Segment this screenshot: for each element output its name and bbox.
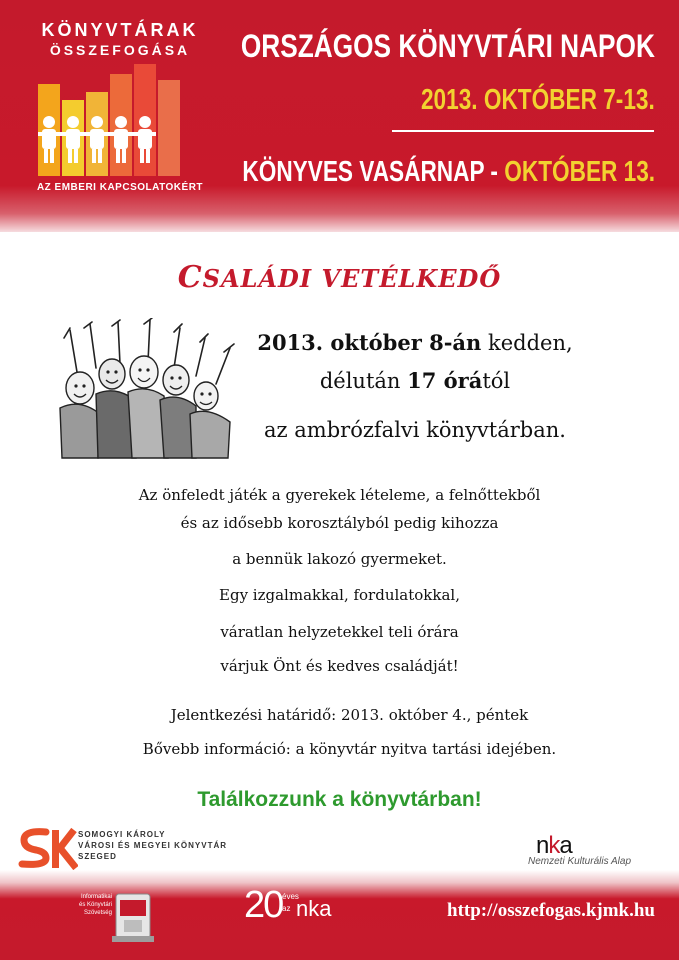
logo-line2: ÖSSZEFOGÁSA — [49, 42, 191, 58]
iksz-label — [64, 893, 112, 917]
anniversary-number: 20 — [244, 884, 283, 926]
header-date-range: 2013. OKTÓBER 7-13. — [421, 84, 655, 116]
sunday-label: KÖNYVES VASÁRNAP - — [242, 156, 505, 188]
registration-deadline: Jelentkezési határidő: 2013. október 4., péntek — [170, 706, 529, 724]
anniversary-az: az — [282, 904, 291, 913]
anniversary-nka: nka — [296, 896, 332, 921]
logo-tagline: AZ EMBERI KAPCSOLATOKÉRT — [36, 182, 204, 193]
event-title-rest: SALÁDI VETÉLKEDŐ — [202, 264, 502, 293]
event-time — [250, 368, 580, 393]
konyvtarak-osszefogasa-logo — [30, 6, 210, 206]
iksz-line-2: és Könyvtári — [78, 902, 112, 908]
sk-library-logo-icon — [18, 826, 78, 872]
more-info: Bővebb információ: a könyvtár nyitva tartási idejében. — [142, 740, 557, 758]
event-date-bold: 2013. október 8-án — [257, 330, 482, 355]
cheering-people-illustration — [40, 318, 250, 466]
event-time-bold: 17 órá — [407, 368, 483, 393]
event-date — [250, 330, 580, 355]
body-line-1: Az önfeledt játék a gyerekek lételeme, a felnőttekből — [138, 486, 541, 504]
call-to-action: Találkozzunk a könyvtárban! — [197, 788, 482, 811]
nka-n: n — [536, 832, 549, 859]
sk-library-name — [78, 829, 227, 862]
body-line-2: és az idősebb korosztályból pedig kihozza — [180, 514, 499, 532]
sk-line-3: SZEGED — [78, 852, 117, 861]
sk-line-2: VÁROSI ÉS MEGYEI KÖNYVTÁR — [78, 841, 228, 850]
website-url[interactable]: http://osszefogas.kjmk.hu — [447, 900, 655, 921]
body-line-6: várjuk Önt és kedves családját! — [220, 657, 459, 675]
iksz-line-1: Informatikai — [80, 894, 112, 900]
body-line-3: a bennük lakozó gyermeket. — [232, 550, 447, 568]
logo-line1: KÖNYVTÁRAK — [41, 20, 199, 40]
nka-subtitle: Nemzeti Kulturális Alap — [528, 856, 632, 867]
anniversary-eves: éves — [282, 892, 299, 901]
sk-line-1: SOMOGYI KÁROLY — [78, 830, 166, 839]
nka-a: a — [559, 832, 572, 859]
header-banner — [0, 0, 679, 232]
nka-k: k — [548, 832, 560, 859]
event-date-rest: kedden, — [481, 331, 573, 355]
header-divider — [392, 130, 654, 132]
event-place: az ambrózfalvi könyvtárban. — [264, 418, 566, 442]
iksz-line-3: Szövetség — [83, 910, 112, 916]
header-title: ORSZÁGOS KÖNYVTÁRI NAPOK — [240, 28, 655, 64]
event-title-initial: C — [177, 260, 203, 295]
sunday-date: OKTÓBER 13. — [504, 156, 655, 188]
event-time-pre: délután — [319, 369, 408, 393]
body-line-5: váratlan helyzetekkel teli órára — [220, 623, 459, 641]
paper-people-icon — [38, 64, 188, 176]
body-line-4: Egy izgalmakkal, fordulatokkal, — [219, 586, 460, 604]
event-time-post: tól — [482, 369, 511, 393]
event-title — [0, 260, 679, 295]
header-sunday — [242, 156, 655, 189]
